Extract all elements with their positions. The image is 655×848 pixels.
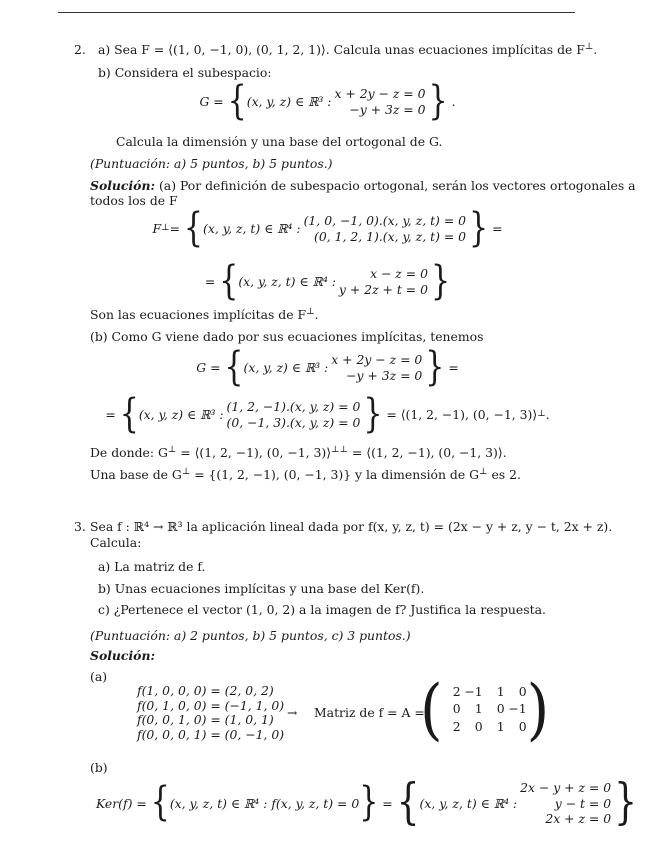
p3-number: 3. — [74, 519, 86, 534]
f-image-e4: f(0, 0, 0, 1) = (0, −1, 0) — [137, 726, 285, 742]
matrix-cell-0-2: 1 — [496, 683, 505, 699]
p3-puntuacion: (Puntuación: a) 2 puntos, b) 5 puntos, c) 3 puntos.) — [90, 628, 411, 643]
top-rule — [58, 12, 575, 13]
matrix-grid — [443, 684, 527, 735]
g-equations: G = { (x, y, z) ∈ ℝ³ : x + 2y − z = 0 −y + 3z = 0 } = — [196, 343, 459, 391]
matrix-cell-2-0: 2 — [452, 718, 461, 734]
matrix-cell-2-1: 0 — [474, 718, 483, 734]
matrix-cell-0-0: 2 — [452, 683, 461, 699]
f-image-e2: f(0, 1, 0, 0) = (−1, 1, 0) — [137, 697, 285, 713]
matrix-cell-1-3: −1 — [508, 701, 527, 717]
p3-solution-label: Solución: — [90, 648, 156, 663]
arrow: → — [287, 705, 298, 720]
matrix-cell-0-3: 0 — [518, 683, 527, 699]
f-images-list — [137, 684, 284, 743]
p2-calc: Calcula la dimensión y una base del ortogonal de G. — [116, 134, 443, 149]
matrix-cell-2-3: 0 — [518, 718, 527, 734]
g-definition: G = { (x, y, z) ∈ ℝ³ : x + 2y − z = 0 −y + 3z = 0 } . — [199, 77, 456, 125]
g-orthogonal-form: = { (x, y, z) ∈ ℝ³ : (1, 2, −1).(x, y, z) = 0 (0, −1, 3).(x, y, z) = 0 } = ⟨(1, 2, −1), (0, −1, 3)⟩ ⊥ . — [105, 390, 550, 438]
matrix-cell-1-0: 0 — [452, 701, 461, 717]
p3-part-a: a) La matriz de f. — [98, 559, 206, 574]
p3-a-label: (a) — [90, 669, 108, 684]
p2-puntuacion: (Puntuación: a) 5 puntos, b) 5 puntos.) — [90, 156, 333, 171]
matriz-label: Matriz de f = A = — [314, 705, 425, 720]
matrix-cell-1-1: 1 — [474, 701, 483, 717]
matrix-cell-0-1: −1 — [464, 683, 483, 699]
p3-part-b: b) Unas ecuaciones implícitas y una base del Ker(f). — [98, 581, 425, 596]
p3-b-label: (b) — [90, 760, 108, 775]
matrix-a: ( 2 −1 1 0 0 1 0 −1 2 0 1 0 ) — [420, 669, 550, 749]
f-image-e3: f(0, 0, 1, 0) = (1, 0, 1) — [137, 712, 274, 728]
f-image-e1: f(1, 0, 0, 0) = (2, 0, 2) — [137, 683, 274, 698]
p3-part-c: c) ¿Pertenece el vector (1, 0, 2) a la imagen de f? Justifica la respuesta. — [98, 602, 546, 617]
p3-calcula: Calcula: — [90, 535, 142, 550]
p2-son: Son las ecuaciones implícitas de F⊥. — [90, 307, 319, 323]
p2-solution-intro: Solución: (a) Por definición de subespacio ortogonal, serán los vectores ortogonales a — [90, 178, 636, 193]
p2-part-a: a) Sea F = ⟨(1, 0, −1, 0), (0, 1, 2, 1)⟩. Calcula unas ecuaciones implícitas de F⊥. — [98, 42, 598, 58]
p2-solution-intro-2: todos los de F — [90, 193, 178, 208]
p2-base: Una base de G⊥ = {(1, 2, −1), (0, −1, 3)} y la dimensión de G⊥ es 2. — [90, 467, 521, 483]
ker-definition: Ker(f) = { (x, y, z, t) ∈ ℝ⁴ : f(x, y, z, t) = 0 } = { (x, y, z, t) ∈ ℝ⁴ : 2x − y + z = 0 y − t = 0 2x + z = 0 } — [96, 774, 638, 831]
p2-part-b: b) Considera el subespacio: — [98, 65, 272, 80]
p3-statement: Sea f : ℝ⁴ → ℝ³ la aplicación lineal dada por f(x, y, z, t) = (2x − y + z, y − t, 2x + z). — [90, 519, 613, 534]
matrix-cell-1-2: 0 — [496, 701, 505, 717]
p2-part-b-solution: (b) Como G viene dado por sus ecuaciones implícitas, tenemos — [90, 329, 484, 344]
p2-number: 2. — [74, 42, 86, 57]
p2-de-donde: De donde: G⊥ = ⟨(1, 2, −1), (0, −1, 3)⟩⊥⊥ = ⟨(1, 2, −1), (0, −1, 3)⟩. — [90, 445, 507, 461]
f-perp-definition: F ⊥ = { (x, y, z, t) ∈ ℝ⁴ : (1, 0, −1, 0).(x, y, z, t) = 0 (0, 1, 2, 1).(x, y, z, t) = 0 } = — [152, 204, 503, 252]
f-perp-equations: = { (x, y, z, t) ∈ ℝ⁴ : x − z = 0 y + 2z + t = 0 } — [204, 257, 451, 305]
matrix-cell-2-2: 1 — [496, 718, 505, 734]
